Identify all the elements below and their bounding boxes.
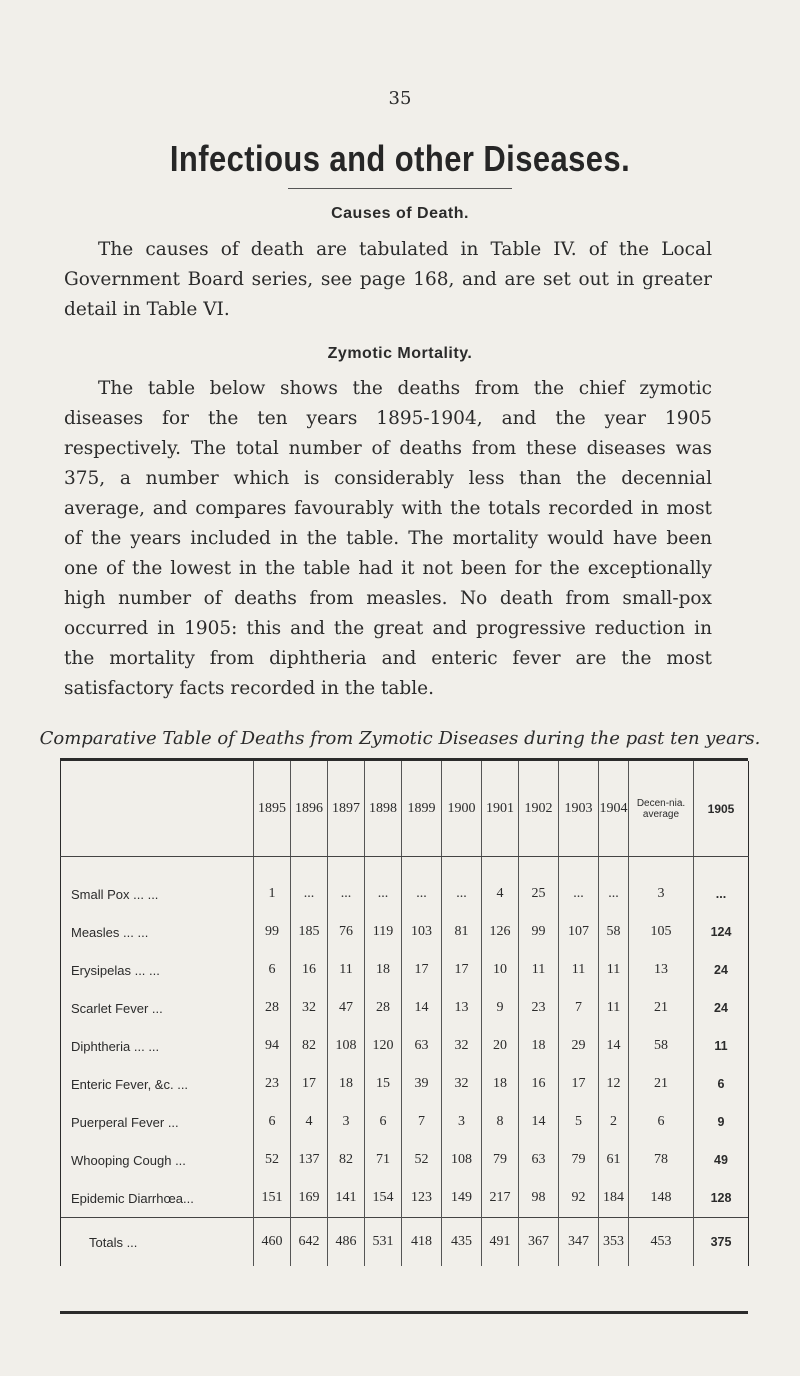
table-cell: 49 xyxy=(694,1141,749,1179)
table-row xyxy=(61,989,749,1027)
table-cell: 418 xyxy=(402,1218,442,1267)
table-cell: 94 xyxy=(254,1027,291,1065)
causes-of-death-heading: Causes of Death. xyxy=(331,205,469,222)
table-cell: 119 xyxy=(365,913,402,951)
table-cell: 375 xyxy=(694,1218,749,1267)
causes-of-death-paragraph: The causes of death are tabulated in Table IV. of the Local Government Board series, see page 168, and are set out in greater detail in Table VI. xyxy=(64,239,712,320)
table-row xyxy=(61,1141,749,1179)
table-row xyxy=(61,1179,749,1218)
table-cell: 124 xyxy=(694,913,749,951)
table-cell: 82 xyxy=(291,1027,328,1065)
table-body xyxy=(61,857,749,1267)
table-cell: 6 xyxy=(694,1065,749,1103)
table-cell: ... xyxy=(442,857,482,914)
table-cell: 12 xyxy=(599,1065,629,1103)
column-header-decennial-average: Decen-nia. average xyxy=(629,761,694,857)
row-label: Whooping Cough ... xyxy=(61,1141,254,1179)
table-cell: 105 xyxy=(629,913,694,951)
table-cell: 92 xyxy=(559,1179,599,1218)
column-header: 1902 xyxy=(519,761,559,857)
totals-row xyxy=(61,1218,749,1267)
table-cell: 23 xyxy=(519,989,559,1027)
header-blank-cell xyxy=(61,761,254,857)
row-label: Diphtheria ... ... xyxy=(61,1027,254,1065)
column-header-1905: 1905 xyxy=(694,761,749,857)
table-cell: 5 xyxy=(559,1103,599,1141)
row-label: Scarlet Fever ... xyxy=(61,989,254,1027)
table-cell: 28 xyxy=(254,989,291,1027)
zymotic-mortality-paragraph: The table below shows the deaths from the chief zymotic diseases for the ten years 1895-1904, and the year 1905 respectively. The total number of deaths from these diseases was 375, a number which is considerably less than the decennial average, and compares favourably with the totals recorded in most of the years included in the table. The mortality would have been one of the lowest in the table had it not been for the exceptionally high number of deaths from measles. No death from small-pox occurred in 1905: this and the great and progressive reduction in the mortality from diphtheria and enteric fever are the most satisfactory facts recorded in the table. xyxy=(64,378,712,699)
table-cell: 13 xyxy=(442,989,482,1027)
table-cell: 11 xyxy=(599,951,629,989)
table-row xyxy=(61,951,749,989)
table-cell: 61 xyxy=(599,1141,629,1179)
table-cell: 3 xyxy=(328,1103,365,1141)
table-cell: 71 xyxy=(365,1141,402,1179)
table-cell: 185 xyxy=(291,913,328,951)
column-header: 1896 xyxy=(291,761,328,857)
table-cell: 47 xyxy=(328,989,365,1027)
table-row xyxy=(61,857,749,914)
table-cell: 3 xyxy=(442,1103,482,1141)
page-title: Infectious and other Diseases. xyxy=(169,138,631,179)
table-cell: 347 xyxy=(559,1218,599,1267)
table-cell: 14 xyxy=(599,1027,629,1065)
table-cell: 4 xyxy=(291,1103,328,1141)
table-cell: 108 xyxy=(442,1141,482,1179)
table-cell: 123 xyxy=(402,1179,442,1218)
row-label: Enteric Fever, &c. ... xyxy=(61,1065,254,1103)
row-label: Puerperal Fever ... xyxy=(61,1103,254,1141)
column-header: 1899 xyxy=(402,761,442,857)
column-header: 1900 xyxy=(442,761,482,857)
table-cell: 6 xyxy=(365,1103,402,1141)
table-cell: 107 xyxy=(559,913,599,951)
table-cell: 21 xyxy=(629,1065,694,1103)
table-cell: 7 xyxy=(559,989,599,1027)
table-cell: ... xyxy=(328,857,365,914)
table-cell: 453 xyxy=(629,1218,694,1267)
table-cell: 435 xyxy=(442,1218,482,1267)
table-cell: 169 xyxy=(291,1179,328,1218)
table-cell: 18 xyxy=(482,1065,519,1103)
table-cell: 25 xyxy=(519,857,559,914)
column-header: 1901 xyxy=(482,761,519,857)
table-cell: 76 xyxy=(328,913,365,951)
table-cell: ... xyxy=(291,857,328,914)
table-cell: 141 xyxy=(328,1179,365,1218)
zymotic-mortality-heading: Zymotic Mortality. xyxy=(327,345,473,362)
table-cell: 11 xyxy=(559,951,599,989)
table-cell: 108 xyxy=(328,1027,365,1065)
table-cell: 17 xyxy=(442,951,482,989)
column-header: 1898 xyxy=(365,761,402,857)
table-cell: 63 xyxy=(519,1141,559,1179)
table-cell: 20 xyxy=(482,1027,519,1065)
table-cell: 32 xyxy=(291,989,328,1027)
table-row xyxy=(61,913,749,951)
table-cell: ... xyxy=(599,857,629,914)
table-cell: 154 xyxy=(365,1179,402,1218)
table-cell: 63 xyxy=(402,1027,442,1065)
table-cell: ... xyxy=(365,857,402,914)
table-cell: 128 xyxy=(694,1179,749,1218)
table-cell: 99 xyxy=(519,913,559,951)
table-row xyxy=(61,1027,749,1065)
column-header: 1904 xyxy=(599,761,629,857)
table-cell: 9 xyxy=(482,989,519,1027)
table-cell: 79 xyxy=(559,1141,599,1179)
table-cell: 28 xyxy=(365,989,402,1027)
table-cell: 7 xyxy=(402,1103,442,1141)
table-cell: 642 xyxy=(291,1218,328,1267)
table-cell: 17 xyxy=(559,1065,599,1103)
table-cell: 353 xyxy=(599,1218,629,1267)
table-row xyxy=(61,1065,749,1103)
table-cell: 16 xyxy=(519,1065,559,1103)
table-cell: 99 xyxy=(254,913,291,951)
table-header-row xyxy=(61,761,749,857)
table-cell: 23 xyxy=(254,1065,291,1103)
row-label: Small Pox ... ... xyxy=(61,857,254,914)
table-cell: 18 xyxy=(519,1027,559,1065)
zymotic-deaths-table xyxy=(60,758,748,1314)
table-cell: 21 xyxy=(629,989,694,1027)
table-cell: 4 xyxy=(482,857,519,914)
table-cell: 18 xyxy=(328,1065,365,1103)
table-cell: 13 xyxy=(629,951,694,989)
table-cell: 78 xyxy=(629,1141,694,1179)
table-caption: Comparative Table of Deaths from Zymotic Diseases during the past ten years. xyxy=(39,728,761,749)
row-label: Erysipelas ... ... xyxy=(61,951,254,989)
row-label: Epidemic Diarrhœa... xyxy=(61,1179,254,1218)
table-row xyxy=(61,1103,749,1141)
table-cell: 14 xyxy=(402,989,442,1027)
table-cell: 32 xyxy=(442,1065,482,1103)
table-cell: 98 xyxy=(519,1179,559,1218)
table-cell: 16 xyxy=(291,951,328,989)
table-cell: ... xyxy=(402,857,442,914)
table-cell: 9 xyxy=(694,1103,749,1141)
table-cell: 491 xyxy=(482,1218,519,1267)
table-cell: 11 xyxy=(694,1027,749,1065)
table-cell: 79 xyxy=(482,1141,519,1179)
table-cell: 32 xyxy=(442,1027,482,1065)
table-cell: 18 xyxy=(365,951,402,989)
table-cell: 58 xyxy=(629,1027,694,1065)
table-cell: 52 xyxy=(402,1141,442,1179)
table-cell: 17 xyxy=(291,1065,328,1103)
column-header: 1895 xyxy=(254,761,291,857)
table-cell: 6 xyxy=(254,1103,291,1141)
table-cell: 2 xyxy=(599,1103,629,1141)
table-cell: ... xyxy=(694,857,749,914)
table-cell: 6 xyxy=(254,951,291,989)
table-cell: 184 xyxy=(599,1179,629,1218)
table-cell: 11 xyxy=(519,951,559,989)
table-grid xyxy=(60,761,749,1266)
table-cell: 52 xyxy=(254,1141,291,1179)
row-label: Measles ... ... xyxy=(61,913,254,951)
table-cell: 24 xyxy=(694,989,749,1027)
table-cell: 3 xyxy=(629,857,694,914)
column-header: 1897 xyxy=(328,761,365,857)
column-header: 1903 xyxy=(559,761,599,857)
table-cell: 39 xyxy=(402,1065,442,1103)
table-cell: 137 xyxy=(291,1141,328,1179)
page-number: 35 xyxy=(388,88,412,109)
table-cell: 126 xyxy=(482,913,519,951)
table-cell: 103 xyxy=(402,913,442,951)
table-cell: 148 xyxy=(629,1179,694,1218)
table-cell: 460 xyxy=(254,1218,291,1267)
table-cell: 17 xyxy=(402,951,442,989)
table-cell: 81 xyxy=(442,913,482,951)
table-cell: 486 xyxy=(328,1218,365,1267)
table-cell: 120 xyxy=(365,1027,402,1065)
table-cell: 149 xyxy=(442,1179,482,1218)
table-cell: 14 xyxy=(519,1103,559,1141)
table-cell: 367 xyxy=(519,1218,559,1267)
table-cell: 217 xyxy=(482,1179,519,1218)
table-cell: 8 xyxy=(482,1103,519,1141)
table-cell: 151 xyxy=(254,1179,291,1218)
table-cell: 531 xyxy=(365,1218,402,1267)
title-divider xyxy=(288,188,512,189)
table-cell: 24 xyxy=(694,951,749,989)
table-cell: 15 xyxy=(365,1065,402,1103)
table-cell: 1 xyxy=(254,857,291,914)
row-label: Totals ... xyxy=(61,1218,254,1267)
table-cell: 6 xyxy=(629,1103,694,1141)
table-cell: ... xyxy=(559,857,599,914)
table-cell: 58 xyxy=(599,913,629,951)
table-cell: 82 xyxy=(328,1141,365,1179)
table-cell: 11 xyxy=(328,951,365,989)
table-cell: 11 xyxy=(599,989,629,1027)
table-cell: 29 xyxy=(559,1027,599,1065)
table-cell: 10 xyxy=(482,951,519,989)
